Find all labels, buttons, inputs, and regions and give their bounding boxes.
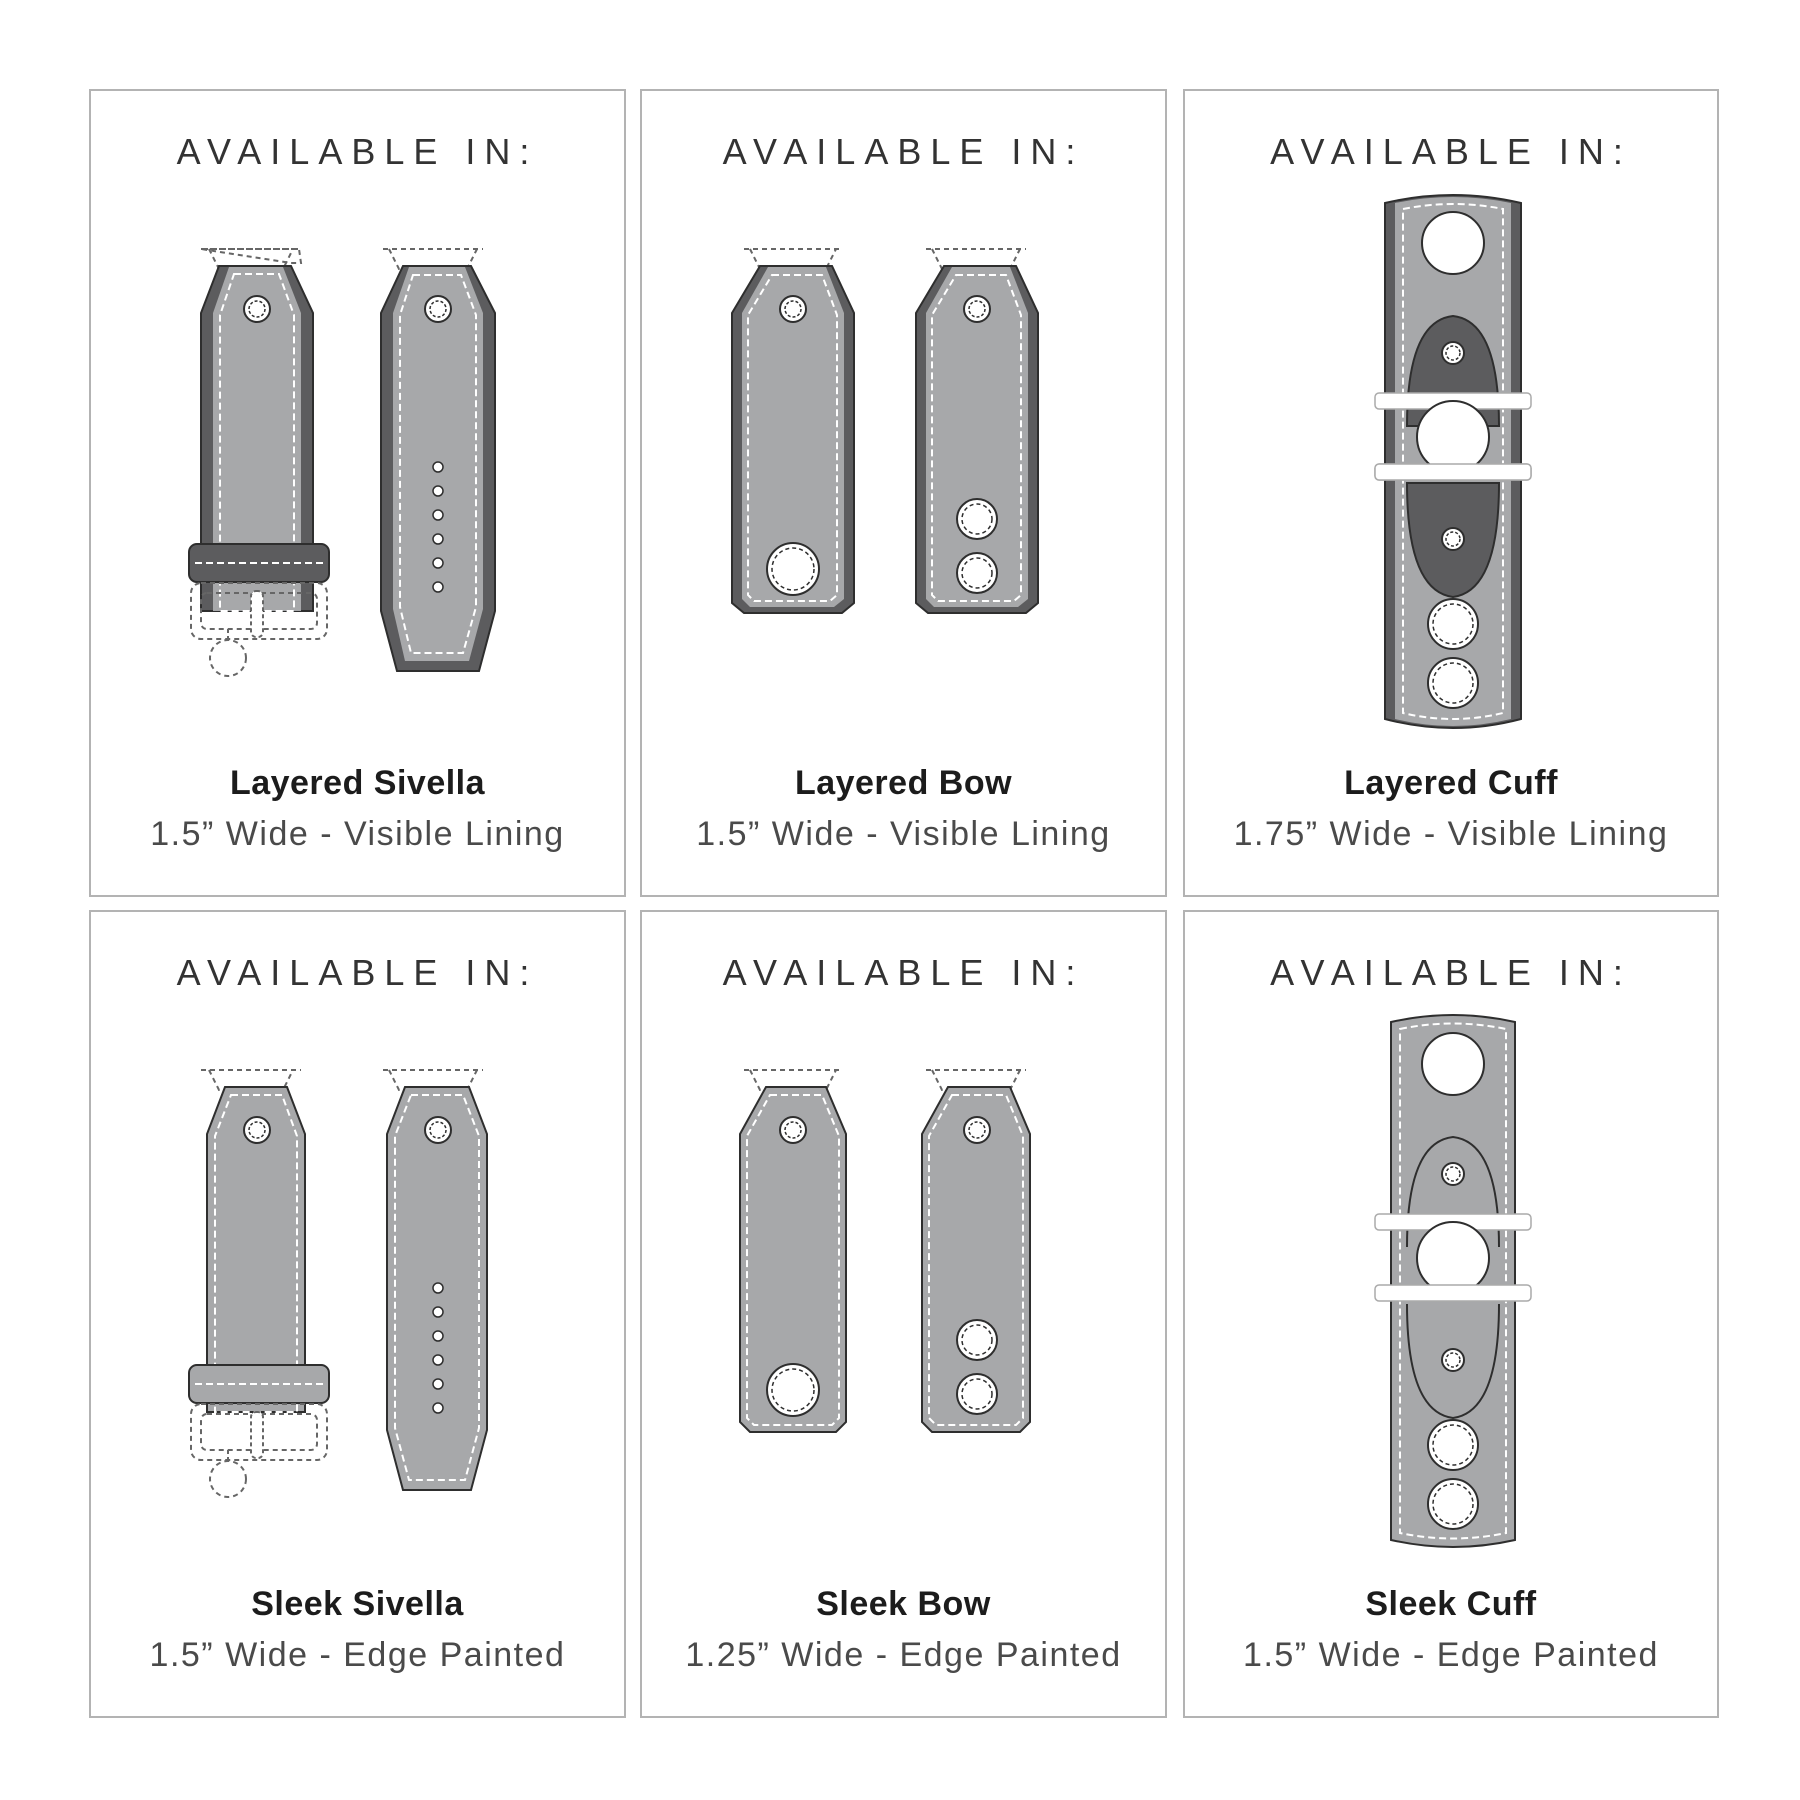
- available-in-label: AVAILABLE IN:: [176, 131, 539, 172]
- available-in-label: AVAILABLE IN:: [1270, 131, 1632, 172]
- product-spec: 1.25” Wide - Edge Painted: [685, 1636, 1122, 1674]
- layered-bow-strap-illustration: [642, 91, 1169, 751]
- product-spec: 1.5” Wide - Edge Painted: [1243, 1636, 1659, 1674]
- available-in-label: AVAILABLE IN:: [722, 131, 1085, 172]
- product-card-sleek-bow[interactable]: [640, 910, 1167, 1718]
- available-in-label: AVAILABLE IN:: [722, 952, 1085, 993]
- product-spec: 1.5” Wide - Edge Painted: [149, 1636, 566, 1674]
- product-name: Layered Bow: [794, 764, 1013, 802]
- product-name: Sleek Bow: [816, 1585, 991, 1623]
- product-card-layered-bow[interactable]: [640, 89, 1167, 897]
- layered-sivella-strap-illustration: [91, 91, 628, 751]
- product-card-layered-cuff[interactable]: [1183, 89, 1719, 897]
- product-name: Sleek Sivella: [251, 1585, 464, 1623]
- product-spec: 1.5” Wide - Visible Lining: [696, 815, 1111, 853]
- sleek-cuff-strap-illustration: [1185, 912, 1721, 1572]
- product-spec: 1.5” Wide - Visible Lining: [150, 815, 565, 853]
- layered-cuff-strap-illustration: [1185, 91, 1721, 751]
- product-name: Sleek Cuff: [1365, 1585, 1537, 1623]
- available-in-label: AVAILABLE IN:: [1270, 952, 1632, 993]
- product-card-sleek-cuff[interactable]: [1183, 910, 1719, 1718]
- product-name: Layered Cuff: [1344, 764, 1558, 802]
- available-in-label: AVAILABLE IN:: [176, 952, 539, 993]
- sleek-sivella-strap-illustration: [91, 912, 628, 1572]
- product-card-sleek-sivella[interactable]: [89, 910, 626, 1718]
- product-card-layered-sivella[interactable]: [89, 89, 626, 897]
- product-name: Layered Sivella: [229, 764, 486, 802]
- sleek-bow-strap-illustration: [642, 912, 1169, 1572]
- product-spec: 1.75” Wide - Visible Lining: [1233, 815, 1669, 853]
